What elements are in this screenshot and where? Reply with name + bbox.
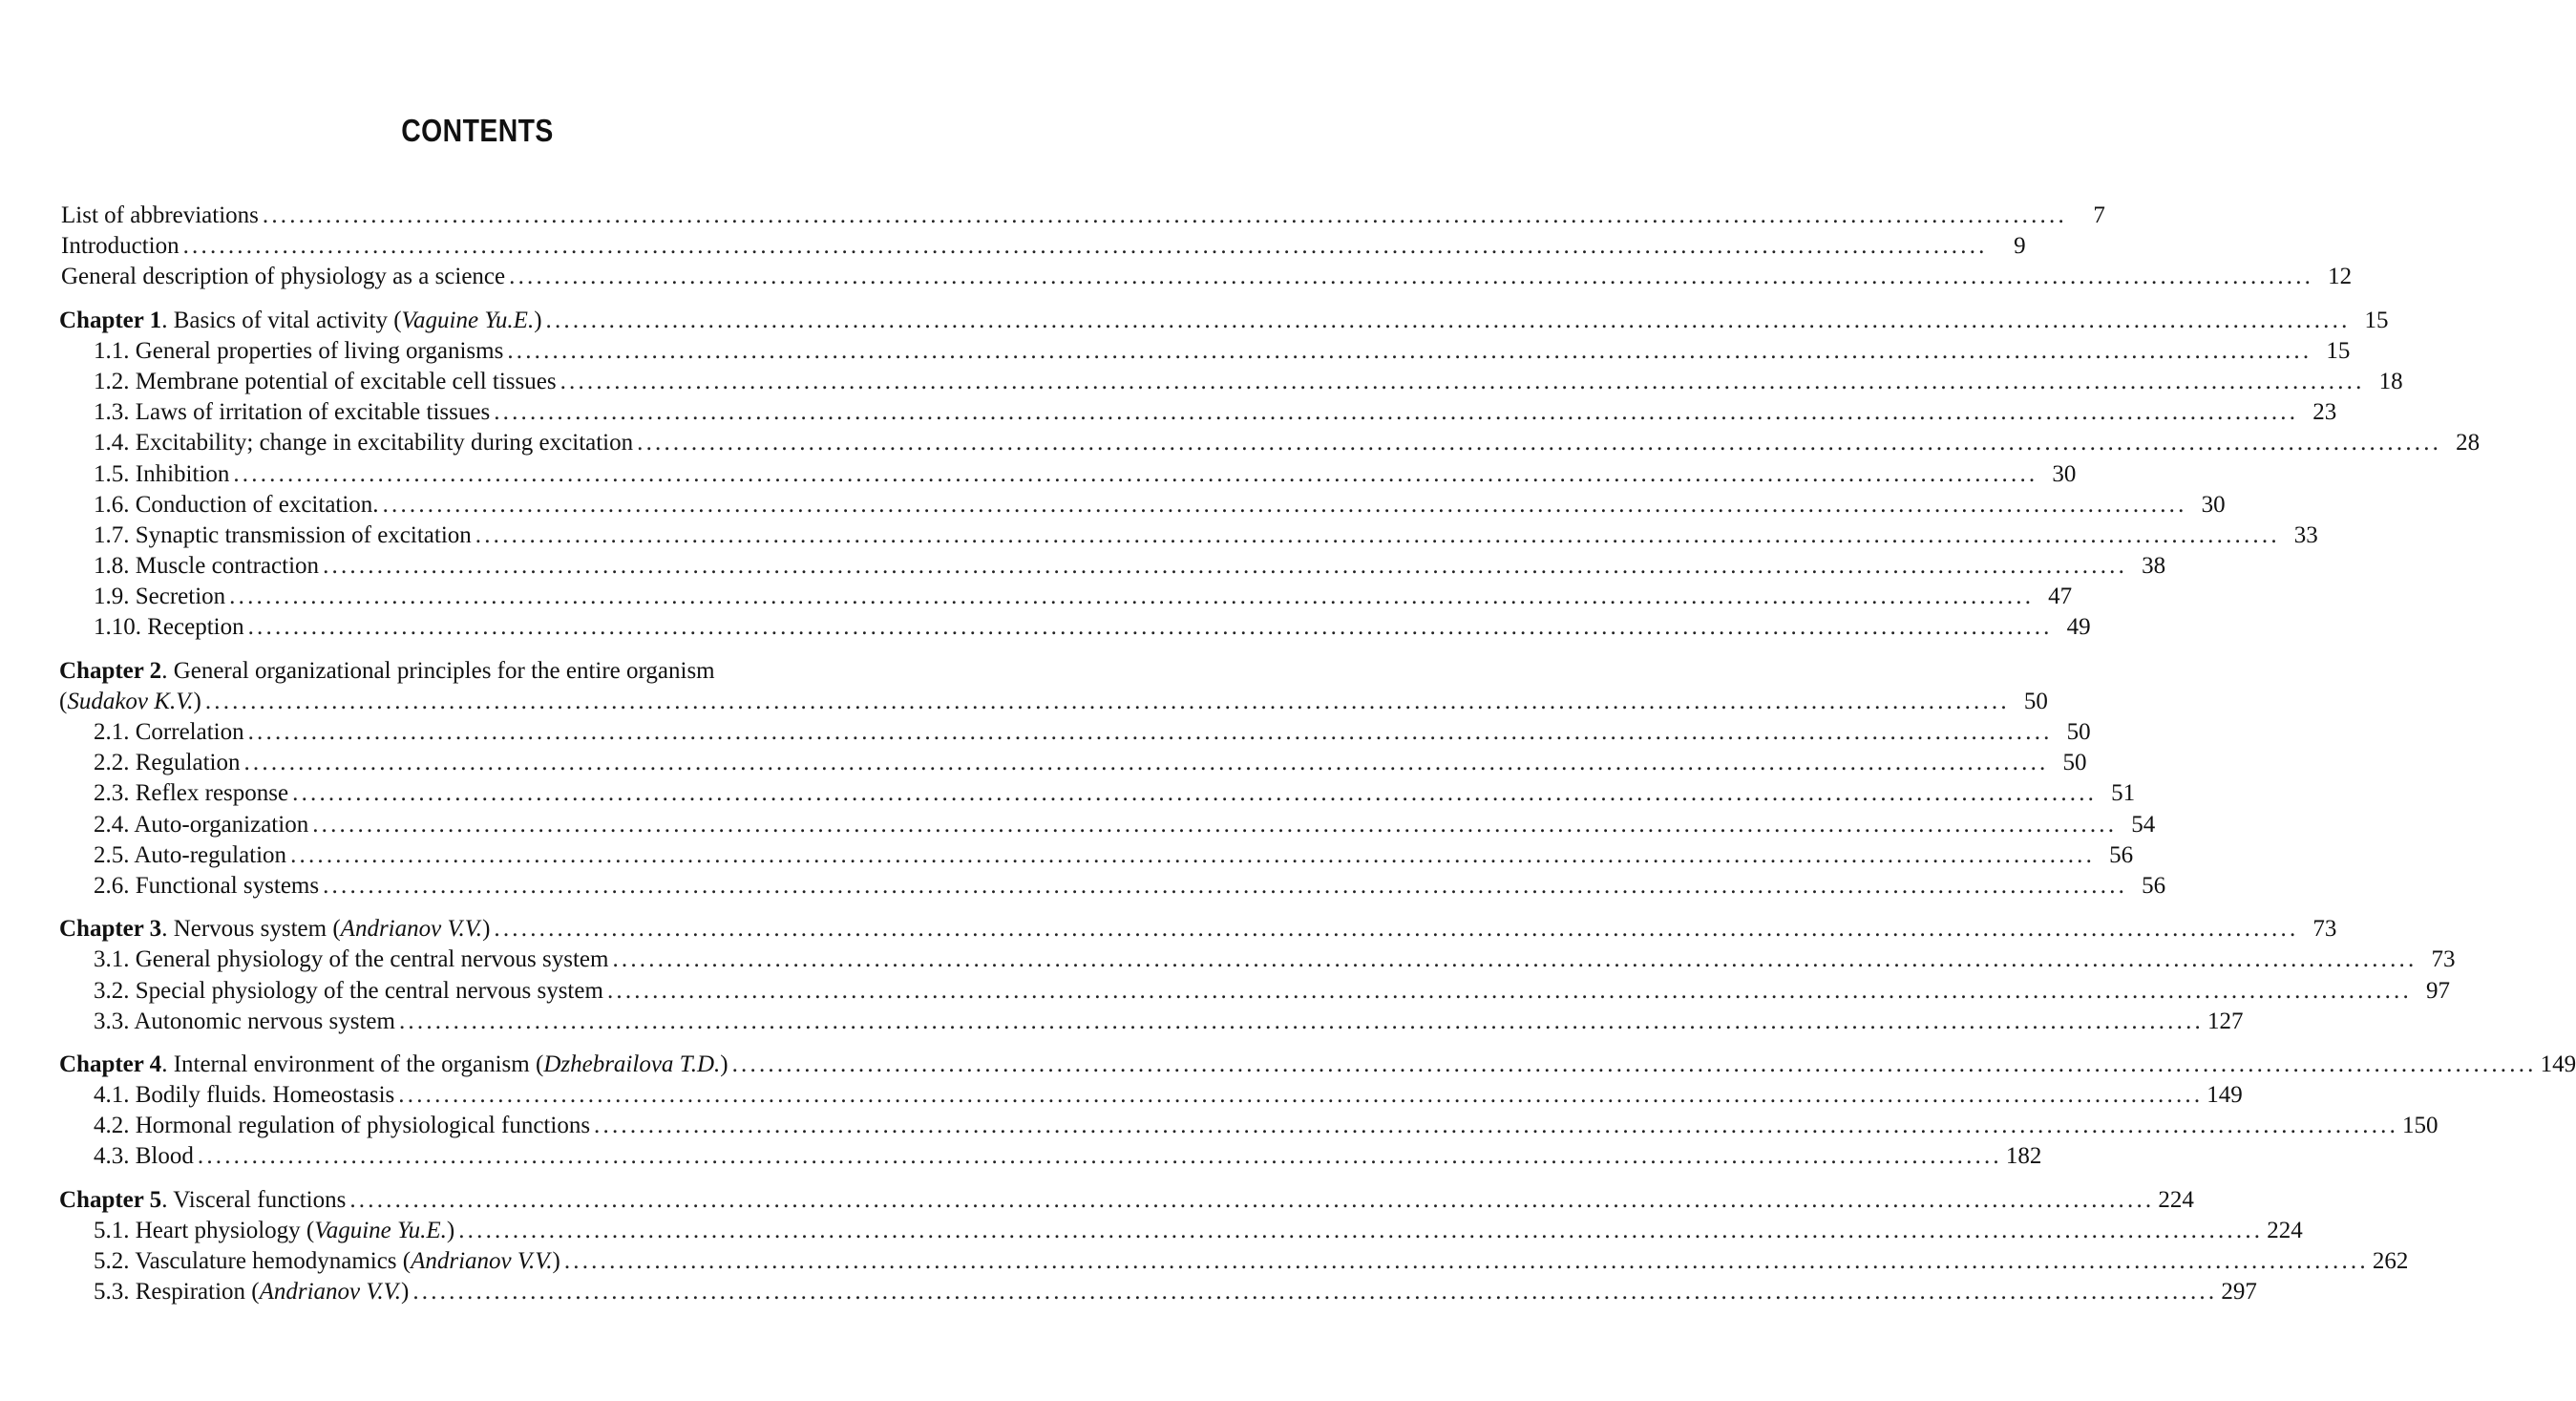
section-title: Inhibition [135,460,230,487]
chapter-heading[interactable]: Chapter 2. General organizational principles for the entire organism [59,657,715,684]
section-text [94,945,608,975]
dot-leader: ........................................................................................................................................................................................................ [182,233,1988,260]
section-text [94,1141,194,1172]
toc-section-entry[interactable] [0,1277,2257,1307]
author-name: Vaguine Yu.E. [401,307,535,333]
section-text [94,748,240,778]
toc-section-entry[interactable] [0,582,2073,612]
section-number: 1.6. [94,491,130,518]
dot-leader: ........................................................................................................................................................................................................ [349,1186,2155,1213]
section-title: Muscle contraction [135,553,320,580]
section-number: 1.8. [94,553,130,580]
section-text [94,490,379,520]
page-number: 15 [2364,307,2389,333]
section-title: Membrane potential of excitable cell tissues [135,368,557,394]
chapter-heading[interactable] [0,1050,2576,1080]
section-title: Vasculature hemodynamics [135,1248,397,1274]
page-number: 150 [2402,1113,2439,1139]
section-title: Synaptic transmission of excitation [135,521,472,548]
section-text [94,459,229,490]
section-text [94,840,286,871]
section-title: Hormonal regulation of physiological functions [135,1113,591,1139]
chapter-title: Internal environment of the organism [173,1051,530,1077]
chapter-group [0,1050,2576,1173]
dot-leader: ........................................................................................................................................................................................................ [312,811,2118,838]
page-number: 54 [2131,811,2156,838]
section-number: 1.5. [94,460,130,487]
chapter-group [0,1185,2409,1308]
section-text [94,428,633,458]
dot-leader: ........................................................................................................................................................................................................ [494,916,2299,943]
chapter-title: Nervous system [173,916,327,943]
section-text [94,717,244,748]
dot-leader: ........................................................................................................................................................................................................ [507,337,2312,364]
chapter-group [0,656,2166,902]
chapter-heading[interactable] [0,914,2337,945]
toc-section-entry[interactable] [0,367,2403,397]
chapter-group [0,306,2481,644]
section-title: Laws of irritation of excitable tissues [135,399,491,426]
section-title: Autonomic nervous system [134,1008,395,1034]
toc-entry[interactable] [0,231,2026,262]
toc-section-entry[interactable] [0,1111,2439,1141]
section-number: 4.1. [94,1082,130,1109]
toc-section-entry[interactable] [0,612,2091,643]
section-number: 4.2. [94,1113,130,1139]
toc-section-entry[interactable] [0,336,2351,367]
chapter-heading-continued[interactable] [0,687,2048,717]
section-title: General physiology of the central nervous system [135,946,609,973]
page-number: 127 [2206,1008,2244,1034]
section-title: Auto-regulation [134,841,287,868]
page-number: 224 [2158,1186,2194,1213]
page-number: 149 [2206,1082,2243,1109]
page-number: 33 [2293,521,2318,548]
section-number: 5.2. [94,1248,130,1274]
section-text: 5.3. Respiration (Andrianov V.V.) [94,1279,410,1305]
dot-leader: ........................................................................................................................................................................................................ [229,584,2035,610]
toc-section-entry[interactable] [0,810,2156,840]
chapter-label: Chapter 1 [59,307,162,333]
section-text [94,582,225,612]
section-number: 5.1. [94,1217,130,1243]
section-title: Reception [147,614,244,641]
section-title: Blood [135,1143,194,1170]
entry-title: General description of physiology as a science [61,264,506,290]
front-matter [0,201,2353,293]
page-number: 18 [2378,368,2403,394]
section-text [94,778,288,809]
section-number: 1.1. [94,337,130,364]
chapter-heading-text: Chapter 1. Basics of vital activity (Vaguine Yu.E.) [59,307,542,333]
page-number: 38 [2142,553,2166,580]
section-title: Bodily fluids. Homeostasis [135,1082,395,1109]
toc-section-entry[interactable] [0,778,2136,809]
dot-leader: ........................................................................................................................................................................................................ [243,750,2049,776]
author-name: Sudakov K.V. [67,688,194,714]
section-text [94,810,308,840]
section-title: Special physiology of the central nervous system [135,977,603,1004]
section-number: 2.2. [94,750,130,776]
author-name: Andrianov V.V. [259,1279,401,1305]
section-number: 1.2. [94,368,130,394]
chapter-label: Chapter 5 [59,1186,162,1213]
section-title: Heart physiology [135,1217,301,1243]
section-number: 2.3. [94,780,130,807]
dot-leader: ........................................................................................................................................................................................................ [204,688,2010,714]
dot-leader: ........................................................................................................................................................................................................ [606,977,2412,1004]
dot-leader: ........................................................................................................................................................................................................ [612,946,2418,973]
table-of-contents [0,201,2576,1320]
page-title: CONTENTS [401,113,554,148]
dot-leader: ........................................................................................................................................................................................................ [545,307,2351,333]
section-number: 5.3. [94,1279,130,1305]
chapter-heading-text: Chapter 3. Nervous system (Andrianov V.V.) [59,916,491,943]
page-number: 56 [2109,841,2134,868]
toc-entry[interactable] [0,262,2353,292]
page-number: 12 [2328,264,2353,290]
section-title: Respiration [135,1279,246,1305]
section-title: Regulation [135,750,241,776]
toc-section-entry[interactable] [0,459,2077,490]
page-number: 49 [2066,614,2091,641]
chapter-label: Chapter 2 [59,657,162,684]
page-number: 28 [2456,430,2481,456]
chapter-heading[interactable] [0,306,2389,336]
toc-entry[interactable] [0,201,2105,231]
page-number: 73 [2312,916,2337,943]
dot-leader: ........................................................................................................................................................................................................ [494,399,2299,426]
toc-section-entry[interactable] [0,1141,2042,1172]
section-text [94,612,244,643]
toc-section-entry[interactable] [0,871,2166,902]
page-number: 297 [2221,1279,2257,1305]
section-title: General properties of living organisms [135,337,504,364]
section-text [94,397,490,428]
page-number: 50 [2023,688,2048,714]
author-name: Dzhebrailova T.D. [543,1051,721,1077]
page-number: 30 [2201,491,2226,518]
page-number: 7 [2093,202,2105,228]
section-text: 5.1. Heart physiology (Vaguine Yu.E.) [94,1217,455,1243]
page-number: 47 [2048,584,2073,610]
section-title: Correlation [135,719,244,745]
section-number: 3.3. [94,1008,130,1034]
toc-section-entry[interactable] [0,945,2456,975]
toc-section-entry[interactable] [0,1007,2244,1037]
chapter-title: General organizational principles for the entire organism [173,657,715,684]
chapter-title: Basics of vital activity [173,307,388,333]
page-number: 262 [2372,1248,2409,1274]
section-number: 3.1. [94,946,130,973]
dot-leader: ........................................................................................................................................................................................................ [398,1008,2204,1034]
section-number: 4.3. [94,1143,130,1170]
dot-leader: ........................................................................................................................................................................................................ [594,1113,2399,1139]
dot-leader: ........................................................................................................................................................................................................ [382,491,2187,518]
section-number: 2.5. [94,841,130,868]
section-title: Excitability; change in excitability during excitation [135,430,634,456]
page-number: 15 [2326,337,2351,364]
dot-leader: ........................................................................................................................................................................................................ [560,368,2365,394]
section-text [94,871,319,902]
section-text [94,367,557,397]
chapter-label: Chapter 3 [59,916,162,943]
toc-section-entry[interactable] [0,717,2091,748]
toc-section-entry[interactable] [0,490,2226,520]
dot-leader: ........................................................................................................................................................................................................ [509,264,2314,290]
page-number: 51 [2111,780,2136,807]
dot-leader: ........................................................................................................................................................................................................ [323,872,2128,899]
toc-section-entry[interactable] [0,1080,2243,1111]
entry-title: Introduction [61,233,179,260]
toc-section-entry[interactable] [0,1246,2409,1277]
toc-section-entry[interactable] [0,840,2134,871]
entry-title: List of abbreviations [61,202,259,228]
dot-leader: ........................................................................................................................................................................................................ [458,1217,2264,1243]
section-text [94,1007,395,1037]
section-text [94,336,503,367]
section-text [94,520,472,551]
section-number: 1.3. [94,399,130,426]
page-number: 30 [2052,460,2077,487]
toc-section-entry[interactable] [0,748,2087,778]
page-number: 50 [2062,750,2087,776]
section-text [94,1111,590,1141]
section-text [94,1080,394,1111]
dot-leader: ........................................................................................................................................................................................................ [323,553,2128,580]
dot-leader: ........................................................................................................................................................................................................ [292,780,2098,807]
section-number: 1.7. [94,521,130,548]
chapter-heading-text: Chapter 4. Internal environment of the organism (Dzhebrailova T.D.) [59,1051,728,1077]
page-number: 149 [2540,1051,2576,1077]
section-title: Auto-organization [134,811,309,838]
dot-leader: ........................................................................................................................................................................................................ [197,1143,2002,1170]
author-name: Andrianov V.V. [411,1248,553,1274]
section-number: 1.9. [94,584,130,610]
dot-leader: ........................................................................................................................................................................................................ [233,460,2038,487]
section-title: Conduction of excitation. [135,491,379,518]
toc-section-entry[interactable] [0,1216,2303,1246]
author-name: Vaguine Yu.E. [314,1217,447,1243]
chapter-title: Visceral functions [173,1186,347,1213]
page-number: 97 [2425,977,2450,1004]
chapter-label: Chapter 4 [59,1051,162,1077]
author-name: Andrianov V.V. [340,916,483,943]
section-number: 1.4. [94,430,130,456]
section-number: 3.2. [94,977,130,1004]
chapter-author-line: (Sudakov K.V.) [59,688,201,714]
dot-leader: ........................................................................................................................................................................................................ [563,1248,2369,1274]
dot-leader: ........................................................................................................................................................................................................ [247,614,2053,641]
page-number: 23 [2312,399,2337,426]
section-title: Functional systems [135,872,320,899]
section-number: 2.6. [94,872,130,899]
page-number: 56 [2142,872,2166,899]
dot-leader: ........................................................................................................................................................................................................ [637,430,2442,456]
toc-section-entry[interactable] [0,976,2450,1007]
page-number: 73 [2431,946,2456,973]
dot-leader: ........................................................................................................................................................................................................ [475,521,2280,548]
dot-leader: ........................................................................................................................................................................................................ [398,1082,2204,1109]
toc-section-entry[interactable] [0,428,2481,458]
section-text: 5.2. Vasculature hemodynamics (Andrianov V.V.) [94,1248,560,1274]
toc-section-entry[interactable] [0,551,2166,582]
section-text [94,976,603,1007]
section-text [94,551,319,582]
page-number: 224 [2267,1217,2303,1243]
chapter-group [0,914,2456,1037]
section-number: 1.10. [94,614,141,641]
section-title: Secretion [135,584,226,610]
toc-section-entry[interactable] [0,397,2337,428]
chapter-heading-text: Chapter 5. Visceral functions [59,1186,347,1213]
page-number: 50 [2066,719,2091,745]
page-number: 182 [2005,1143,2042,1170]
chapter-heading[interactable] [0,1185,2194,1216]
dot-leader: ........................................................................................................................................................................................................ [290,841,2096,868]
dot-leader: ........................................................................................................................................................................................................ [262,202,2067,228]
section-title: Reflex response [135,780,289,807]
section-number: 2.4. [94,811,130,838]
dot-leader: ........................................................................................................................................................................................................ [731,1051,2537,1077]
toc-section-entry[interactable] [0,520,2318,551]
section-number: 2.1. [94,719,130,745]
dot-leader: ........................................................................................................................................................................................................ [247,719,2053,745]
page-number: 9 [2014,233,2026,260]
dot-leader: ........................................................................................................................................................................................................ [412,1279,2218,1305]
